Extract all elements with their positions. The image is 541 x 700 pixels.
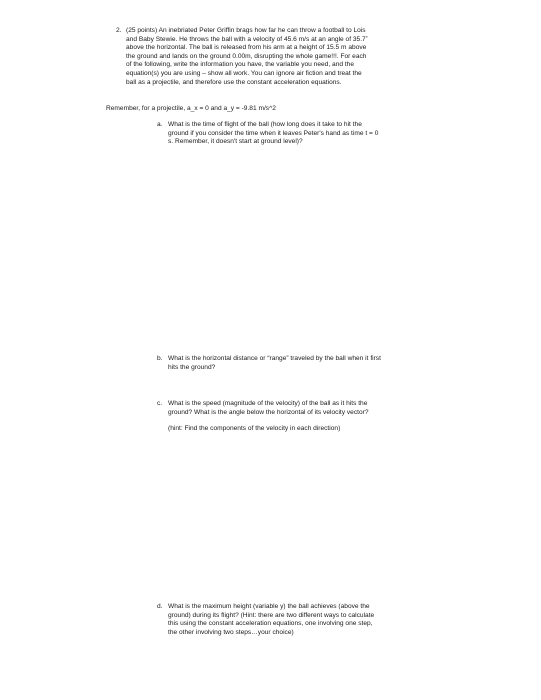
part-a-question	[168, 121, 487, 147]
part-b-letter: b.	[157, 355, 163, 362]
projectile-reminder: Remember, for a projectile, a_x = 0 and a_y = -9.81 m/s^2	[106, 105, 276, 112]
question-line: What is the speed (magnitude of the velocity) of the ball as it hits the	[168, 400, 368, 407]
problem-statement	[126, 27, 446, 87]
question-line: hits the ground?	[168, 363, 216, 371]
part-b-question	[168, 355, 487, 372]
question-line: ground if you consider the time when it leaves Peter's hand as time t = 0	[168, 129, 379, 137]
part-c-letter: c.	[157, 400, 163, 407]
question-line: What is the maximum height (variable y) the ball achieves (above the	[168, 603, 370, 610]
problem-number: 2.	[116, 27, 122, 34]
problem-line: and Baby Stewie. He throws the ball with a velocity of 45.6 m/s at an angle of 35.7˚	[126, 35, 368, 43]
problem-line: equation(s) you are using – show all work. You can ignore air fiction and treat the	[126, 69, 362, 77]
part-d	[157, 603, 487, 637]
part-d-letter: d.	[157, 603, 163, 610]
problem-line: above the horizontal. The ball is released from his arm at a height of 15.5 m above	[126, 44, 367, 52]
part-a	[157, 121, 487, 147]
question-line: What is the horizontal distance or “range” traveled by the ball when it first	[168, 355, 381, 362]
question-line: this using the constant acceleration equations, one involving one step,	[168, 620, 373, 628]
question-line: s. Remember, it doesn't start at ground level)?	[168, 138, 303, 146]
problem-line: the ground and lands on the ground 0.00m, disrupting the whole game!!!. For each	[126, 52, 367, 60]
part-d-question	[168, 603, 487, 637]
question-line: What is the time of flight of the ball (how long does it take to hit the	[168, 121, 362, 128]
problem-line: (25 points) An inebriated Peter Griffin brags how far he can throw a football to Lois	[126, 27, 366, 34]
part-c-question	[168, 400, 487, 434]
part-c	[157, 400, 487, 434]
problem-line: ball as a projectile, and therefore use the constant acceleration equations.	[126, 78, 342, 86]
question-line: ground? What is the angle below the horizontal of its velocity vector?	[168, 408, 369, 416]
part-b	[157, 355, 487, 372]
problem-2	[116, 27, 446, 87]
question-line: the other involving two steps…your choice)	[168, 628, 294, 636]
part-a-letter: a.	[157, 121, 163, 128]
problem-line: of the following, write the information you have, the variable you need, and the	[126, 61, 354, 69]
question-line: ground) during its flight? (Hint: there are two different ways to calculate	[168, 611, 375, 619]
part-c-hint: (hint: Find the components of the velocity in each direction)	[168, 425, 341, 433]
